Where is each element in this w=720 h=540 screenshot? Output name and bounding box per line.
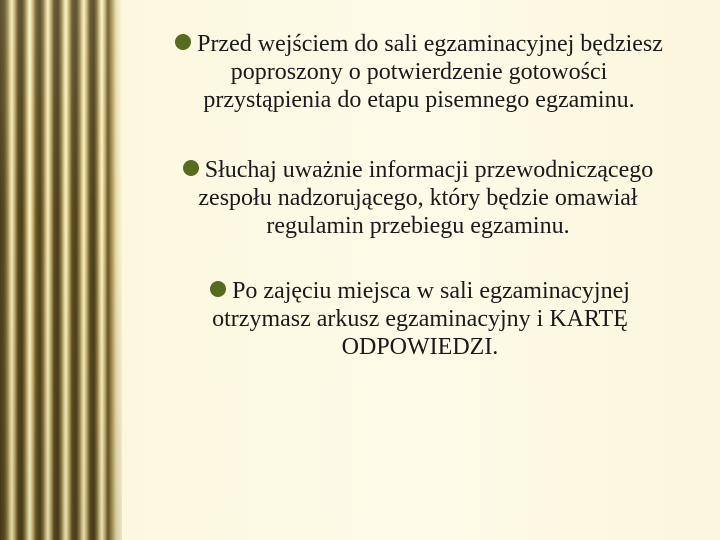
slide-content — [122, 0, 720, 540]
bullet-dot-icon — [175, 34, 191, 50]
bullet-item-3-line-1-text: Po zajęciu miejsca w sali egzaminacyjnej — [232, 278, 630, 304]
bullet-item-1 — [134, 30, 704, 114]
rail-shading — [0, 0, 122, 540]
bullet-item-3-line-1 — [170, 277, 670, 305]
bullet-item-3-line-3: ODPOWIEDZI. — [341, 334, 499, 360]
bullet-item-1-line-2: poproszony o potwierdzenie gotowości — [230, 59, 608, 85]
bullet-item-2-line-1-text: Słuchaj uważnie informacji przewodniczącego — [204, 157, 654, 183]
bullet-dot-icon — [183, 160, 199, 176]
bullet-item-2-line-1 — [138, 156, 698, 184]
bullet-item-1-line-1 — [134, 30, 704, 58]
bullet-item-1-line-3: przystąpienia do etapu pisemnego egzaminu. — [203, 87, 635, 113]
bullet-item-1-line-1-text: Przed wejściem do sali egzaminacyjnej będziesz — [197, 31, 663, 57]
bullet-item-3-line-2: otrzymasz arkusz egzaminacyjny i KARTĘ — [212, 306, 628, 332]
bullet-dot-icon — [210, 281, 226, 297]
bullet-item-3 — [170, 277, 670, 361]
bullet-item-2-line-2: zespołu nadzorującego, który będzie omawiał — [198, 185, 638, 211]
bullet-item-2 — [138, 156, 698, 240]
bullet-item-2-line-3: regulamin przebiegu egzaminu. — [266, 213, 570, 239]
